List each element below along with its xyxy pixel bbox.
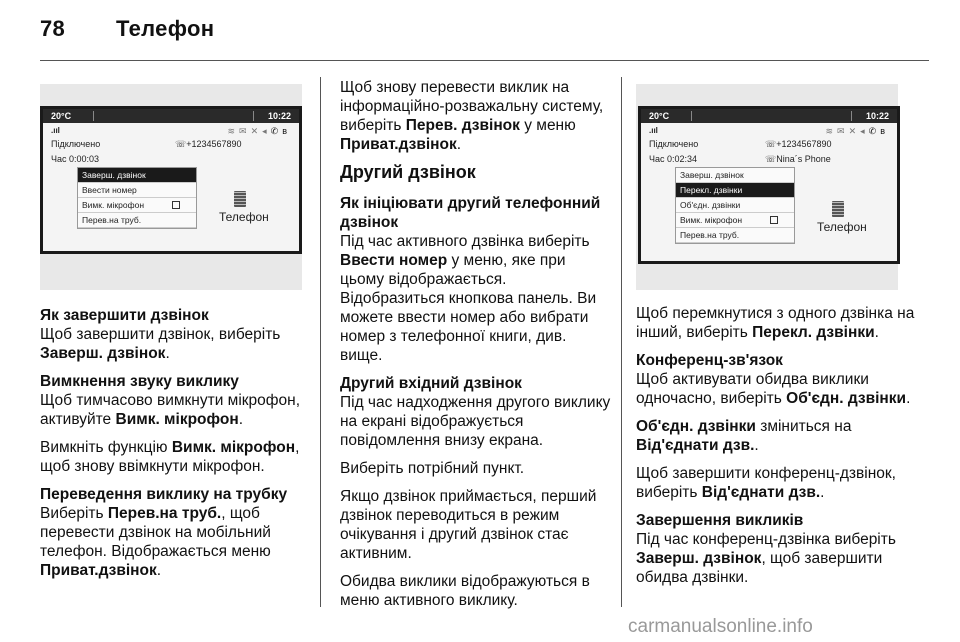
paragraph: Щоб перемкнутися з одного дзвінка на інший, виберіть Перекл. дзвінки. (636, 305, 915, 341)
page-header (40, 16, 214, 42)
watermark: carmanualsonline.info (628, 616, 813, 637)
paragraph: Виберіть Перев.на труб., щоб перевести дзвінок на мобільний телефон. Відображається меню Приват.дзвінок. (40, 505, 271, 579)
column-divider (621, 77, 622, 607)
page-title: Телефон (116, 16, 215, 41)
column-divider (320, 77, 321, 607)
handset-icon: ✆ (270, 126, 283, 136)
status-icons (228, 126, 292, 137)
signal-icon: .ııl (51, 126, 60, 135)
menu-item-merge-calls[interactable]: Об'єдн. дзвінки (676, 198, 794, 213)
wifi-icon: ≋ (227, 126, 240, 136)
message-icon: ✉ (239, 126, 251, 136)
checkbox[interactable] (172, 201, 180, 209)
menu-item-end-call[interactable]: Заверш. дзвінок (676, 168, 794, 183)
text-column-1 (40, 306, 315, 589)
header-divider (40, 60, 929, 61)
paragraph: Щоб знову перевести виклик на інформаційно-розважальну систему, виберіть Перев. дзвінок у меню Приват.дзвінок. (340, 79, 604, 153)
section-heading: Як ініціювати другий телефонний дзвінок (340, 195, 601, 231)
section-heading: Конференц-зв'язок (636, 352, 783, 369)
text-column-2 (340, 78, 612, 619)
call-timer: Час 0:00:03 (51, 154, 100, 164)
call-menu (77, 167, 197, 229)
menu-item-enter-number[interactable]: Ввести номер (78, 183, 196, 198)
signal-icon: .ııl (649, 126, 658, 135)
paragraph: Виберіть потрібний пункт. (340, 460, 525, 477)
phone-icon (234, 191, 246, 207)
handset-icon: ✆ (868, 126, 881, 136)
section-heading: Як завершити дзвінок (40, 307, 209, 324)
menu-item-mute[interactable]: Вимк. мікрофон (78, 198, 196, 213)
temperature: 20°C (649, 111, 670, 121)
speaker-icon: ◂ (262, 126, 271, 136)
paragraph: Під час надходження другого виклику на екрані відображується повідомлення внизу екрана. (340, 394, 611, 449)
paragraph: Обидва виклики відображуються в меню активного виклику. (340, 573, 590, 609)
section-heading: Другий вхідний дзвінок (340, 375, 522, 392)
screen-figure-1 (40, 84, 302, 290)
wifi-icon: ≋ (825, 126, 838, 136)
paragraph: Вимкніть функцію Вимк. мікрофон, щоб знову ввімкнути мікрофон. (40, 439, 300, 475)
checkbox[interactable] (770, 216, 778, 224)
screen-figure-2 (636, 84, 898, 290)
status-icons (826, 126, 890, 137)
page-number: 78 (40, 16, 66, 41)
mute-icon: ✕ (250, 126, 263, 136)
menu-item-end-call[interactable]: Заверш. дзвінок (78, 168, 196, 183)
clock: 10:22 (267, 111, 291, 121)
paragraph: Якщо дзвінок приймається, перший дзвінок переводиться в режим очікування і другий дзвінок стає активним. (340, 488, 597, 562)
menu-item-mute[interactable]: Вимк. мікрофон (676, 213, 794, 228)
bluetooth-icon: ʙ (880, 126, 889, 136)
section-heading: Вимкнення звуку виклику (40, 373, 239, 390)
connection-status: Підключено (649, 139, 699, 149)
phone-icon (832, 201, 844, 217)
menu-item-handset[interactable]: Перев.на труб. (78, 213, 196, 228)
connection-status: Підключено (51, 139, 101, 149)
bluetooth-icon: ʙ (282, 126, 291, 136)
menu-item-switch-calls[interactable]: Перекл. дзвінки (676, 183, 794, 198)
paragraph: Щоб завершити дзвінок, виберіть Заверш. дзвінок. (40, 326, 281, 362)
infotainment-screen (638, 106, 900, 264)
status-bar (43, 109, 299, 123)
paragraph: Під час конференц-дзвінка виберіть Заверш. дзвінок, щоб завершити обидва дзвінки. (636, 531, 896, 586)
mute-icon: ✕ (848, 126, 861, 136)
temperature: 20°C (51, 111, 72, 121)
paragraph: Щоб завершити конференц-дзвінок, виберіть Від'єднати дзв.. (636, 465, 896, 501)
text-column-3 (636, 304, 926, 596)
section-heading: Переведення виклику на трубку (40, 486, 288, 503)
clock: 10:22 (865, 111, 889, 121)
status-bar (641, 109, 897, 123)
call-timer: Час 0:02:34 (649, 154, 698, 164)
menu-item-handset[interactable]: Перев.на труб. (676, 228, 794, 243)
second-caller: ☏Nina´s Phone (765, 154, 831, 164)
infotainment-screen (40, 106, 302, 254)
paragraph: Під час активного дзвінка виберіть Ввести номер у меню, яке при цьому відображається. Відобразиться кнопкова панель. Ви можете ввести номер або вибрати номер з телефонної книги, див. вище. (340, 233, 597, 364)
section-title: Другий дзвінок (340, 162, 476, 182)
phone-label: Телефон (817, 220, 867, 234)
speaker-icon: ◂ (860, 126, 869, 136)
phone-label: Телефон (219, 210, 269, 224)
paragraph: Об'єдн. дзвінки зміниться на Від'єднати дзв.. (636, 418, 852, 454)
section-heading: Завершення викликів (636, 512, 804, 529)
message-icon: ✉ (837, 126, 849, 136)
call-number: ☏+1234567890 (765, 139, 832, 149)
call-number: ☏+1234567890 (175, 139, 242, 149)
call-menu (675, 167, 795, 244)
paragraph: Щоб активувати обидва виклики одночасно, виберіть Об'єдн. дзвінки. (636, 371, 911, 407)
paragraph: Щоб тимчасово вимкнути мікрофон, активуйте Вимк. мікрофон. (40, 392, 301, 428)
